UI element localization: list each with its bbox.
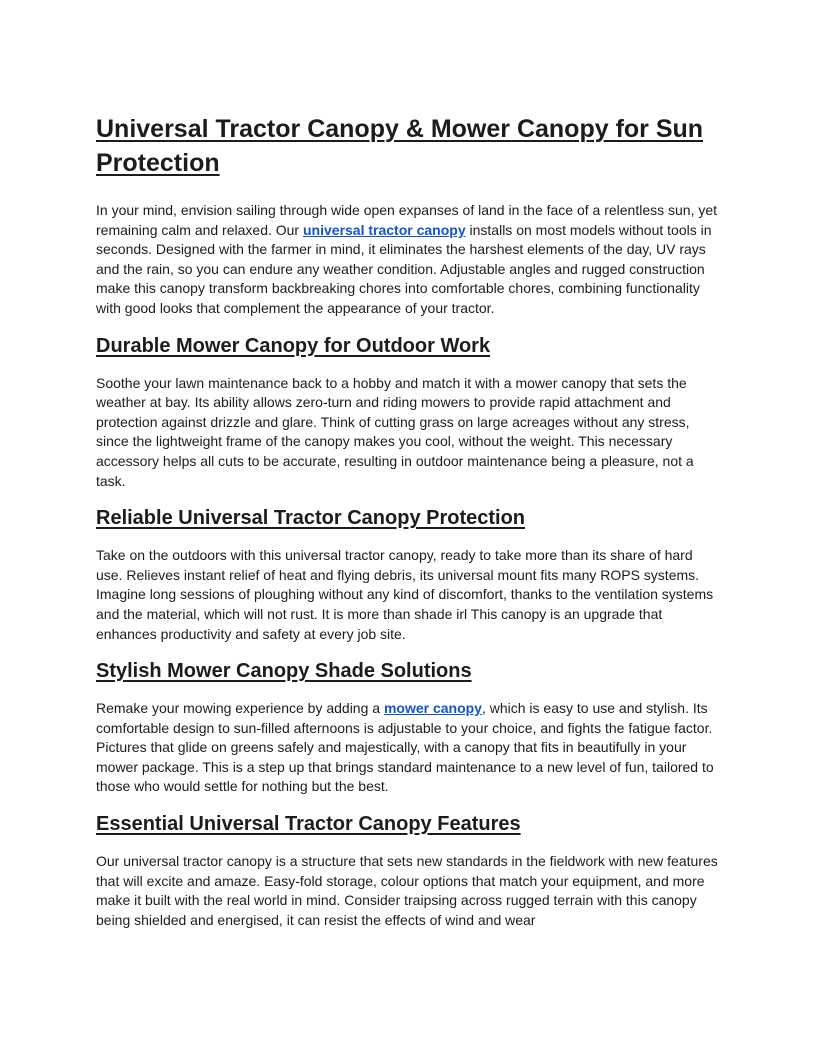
section-heading-essential-features: Essential Universal Tractor Canopy Features — [96, 813, 521, 836]
stylish-text-after: , which is easy to use and stylish. Its comfortable design to sun-filled afternoons is adjustable to your choice, and fights the fatigue factor. Pictures that glide on greens safely and majestically, with a canopy that fits in beautifully in your mower package. This is a step up that brings standard maintenance to a new level of fun, tailored to those who would settle for nothing but the best. — [96, 700, 714, 795]
intro-paragraph — [96, 201, 720, 319]
section-heading-reliable-tractor-canopy: Reliable Universal Tractor Canopy Protection — [96, 507, 526, 530]
section-paragraph-essential-features: Our universal tractor canopy is a structure that sets new standards in the fieldwork with new features that will excite and amaze. Easy-fold storage, colour options that match your equipment, and more make it built with the real world in mind. Consider traipsing across rugged terrain with this canopy being shielded and energised, it can resist the effects of wind and wear — [96, 853, 718, 928]
intro-text-after: installs on most models without tools in seconds. Designed with the farmer in mind, it eliminates the harshest elements of the day, UV rays and the rain, so you can endure any weather condition. Adjustable angles and rugged construction make this canopy transform backbreaking chores into comfortable chores, combining functionality with good looks that complement the appearance of your tractor. — [96, 221, 712, 316]
section-heading-durable-mower-canopy: Durable Mower Canopy for Outdoor Work — [96, 334, 491, 357]
mower-canopy-link[interactable]: mower canopy — [383, 700, 482, 717]
document-page — [96, 112, 720, 930]
page-title: Universal Tractor Canopy & Mower Canopy for Sun Protection — [96, 115, 704, 177]
section-paragraph-reliable-tractor-canopy: Take on the outdoors with this universal tractor canopy, ready to take more than its share of hard use. Relieves instant relief of heat and flying debris, its universal mount fits many ROPS systems. Imagine long sessions of ploughing without any kind of discomfort, thanks to the ventilation systems and the material, which will not rust. It is more than shade irl This canopy is an upgrade that enhances productivity and safety at every job site. — [96, 547, 714, 642]
universal-tractor-canopy-link[interactable]: universal tractor canopy — [303, 221, 466, 238]
section-paragraph-stylish-mower-canopy — [96, 699, 720, 797]
section-paragraph-durable-mower-canopy: Soothe your lawn maintenance back to a hobby and match it with a mower canopy that sets the weather at bay. Its ability allows zero-turn and riding mowers to provide rapid attachment and protection against drizzle and glare. Think of cutting grass on large acreages without any stress, since the lightweight frame of the canopy makes you cool, without the weight. This necessary accessory helps all cuts to be accurate, resulting in outdoor maintenance being a pleasure, not a task. — [96, 374, 694, 489]
section-heading-stylish-mower-canopy: Stylish Mower Canopy Shade Solutions — [96, 660, 472, 683]
stylish-text-before: Remake your mowing experience by adding a — [96, 700, 384, 717]
intro-text-before: In your mind, envision sailing through wide open expanses of land in the face of a relentless sun, yet remaining calm and relaxed. Our — [96, 202, 718, 238]
